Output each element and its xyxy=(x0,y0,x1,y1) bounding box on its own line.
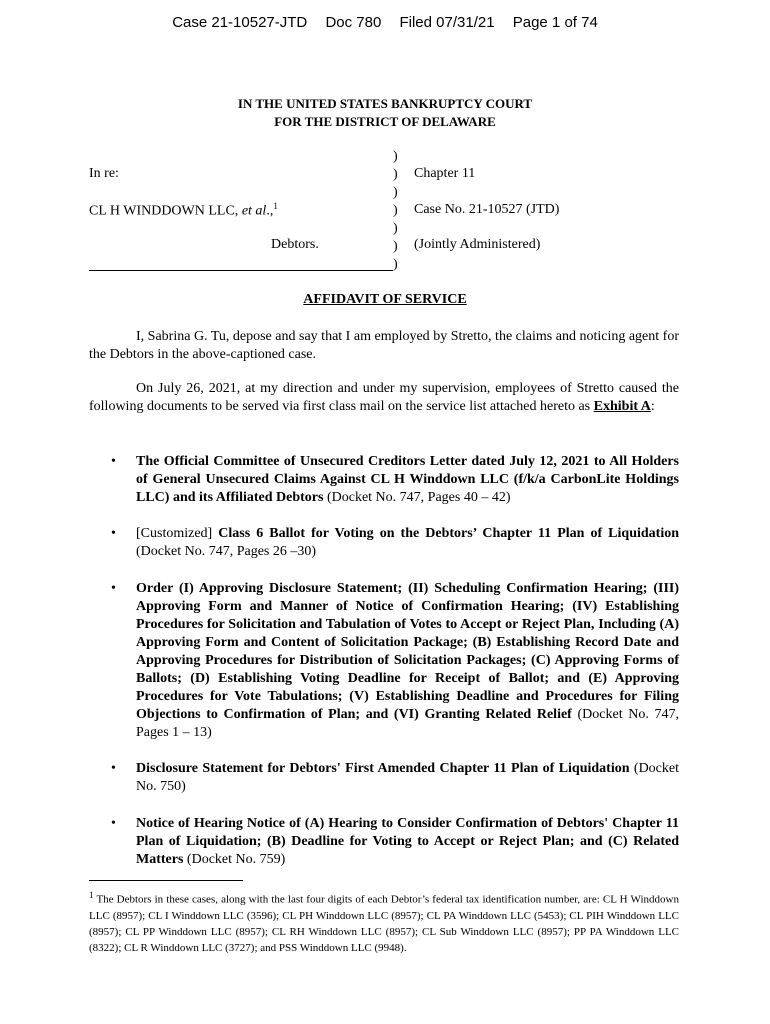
exhibit-a-reference: Exhibit A xyxy=(593,399,651,414)
court-line-1: IN THE UNITED STATES BANKRUPTCY COURT xyxy=(237,96,533,111)
filed-date: Filed 07/31/21 xyxy=(399,14,495,31)
chapter-label: Chapter 11 xyxy=(414,166,476,181)
case-number-label: Case No. 21-10527 (JTD) xyxy=(414,202,560,217)
case-number: Case 21-10527-JTD xyxy=(172,14,308,31)
debtor-name: CL H WINDDOWN LLC, et al.,$^1$ xyxy=(89,201,278,219)
list-item: • [Customized] Class 6 Ballot for Voting on the Debtors’ Chapter 11 Plan of Liquidation (Docket No. 747, Pages 26 –30) xyxy=(111,526,679,559)
debtors-label: Debtors. xyxy=(271,237,319,252)
page-header xyxy=(0,14,770,31)
et-al: et al xyxy=(241,203,267,219)
bullet-icon: • xyxy=(111,761,116,776)
footnote: $^1$ The Debtors in these cases, along with the last four digits of each Debtor’s federal tax identification number, are: CL H Winddown LLC (8957); CL I Winddown LLC (3596); CL PH Winddown LLC (8957); CL PA Winddown LLC (5453); CL PIH Winddown LLC (8957); CL PP Winddown LLC (8957); CL RH Winddown LLC (8957); CL Sub Winddown LLC (8957); PP PA Winddown LLC (8322); CL R Winddown LLC (3727); and PSS Winddown LLC (9948). xyxy=(89,890,679,954)
document-title: AFFIDAVIT OF SERVICE xyxy=(303,292,467,307)
jointly-administered: (Jointly Administered) xyxy=(414,237,541,252)
caption-rule xyxy=(89,270,393,271)
list-item: • Disclosure Statement for Debtors' First Amended Chapter 11 Plan of Liquidation (Docket No. 750) xyxy=(111,761,680,794)
list-item: • The Official Committee of Unsecured Creditors Letter dated July 12, 2021 to All Holders of General Unsecured Claims Against CL H Winddown LLC (f/k/a CarbonLite Holdings LLC) and its Affiliated Debtors (Docket No. 747, Pages 40 – 42) xyxy=(111,454,679,505)
list-item: • Order (I) Approving Disclosure Statement; (II) Scheduling Confirmation Hearing; (III) Approving Form and Manner of Notice of Confirmation Hearing; (IV) Establishing Procedures for Solicitation and Tabulation of Votes to Accept or Reject Plan, Including (A) Approving Form and Content of Solicitation Package; (B) Establishing Record Date and Approving Procedures for Distribution of Solicitation Packages; (C) Approving Forms of Ballots; (D) Establishing Voting Deadline for Receipt of Ballot; and (E) Approving Procedures for Vote Tabulations; (V) Establishing Deadline and Procedures for Filing Objections to Confirmation of Plan; and (VI) Granting Related Relief (Docket No. 747, Pages 1 – 13) xyxy=(111,581,680,740)
paragraph-2: On July 26, 2021, at my direction and under my supervision, employees of Stretto caused the following documents to be served via first class mail on the service list attached hereto as Exhibit A: xyxy=(89,381,679,414)
footnote-marker: 1 xyxy=(89,890,94,900)
doc-number: Doc 780 xyxy=(325,14,382,31)
footnote-divider xyxy=(89,880,243,881)
bullet-icon: • xyxy=(111,526,116,541)
court-line-2: FOR THE DISTRICT OF DELAWARE xyxy=(274,114,496,129)
case-caption xyxy=(89,146,689,276)
in-re-label: In re: xyxy=(89,166,119,181)
bullet-icon: • xyxy=(111,581,116,596)
caption-parens: ) ) ) ) ) ) ) xyxy=(393,149,398,272)
paragraph-1: I, Sabrina G. Tu, depose and say that I am employed by Stretto, the claims and noticing agent for the Debtors in the above-captioned case. xyxy=(89,329,679,362)
footnote-ref: 1 xyxy=(273,201,278,211)
bullet-icon: • xyxy=(111,816,116,831)
bullet-icon: • xyxy=(111,454,116,469)
page-number: Page 1 of 74 xyxy=(512,14,598,31)
court-heading xyxy=(0,95,770,131)
list-item: • Notice of Hearing Notice of (A) Hearing to Consider Confirmation of Debtors' Chapter 11 Plan of Liquidation; (B) Deadline for Voting to Accept or Reject Plan; and (C) Related Matters (Docket No. 759) xyxy=(111,816,679,867)
